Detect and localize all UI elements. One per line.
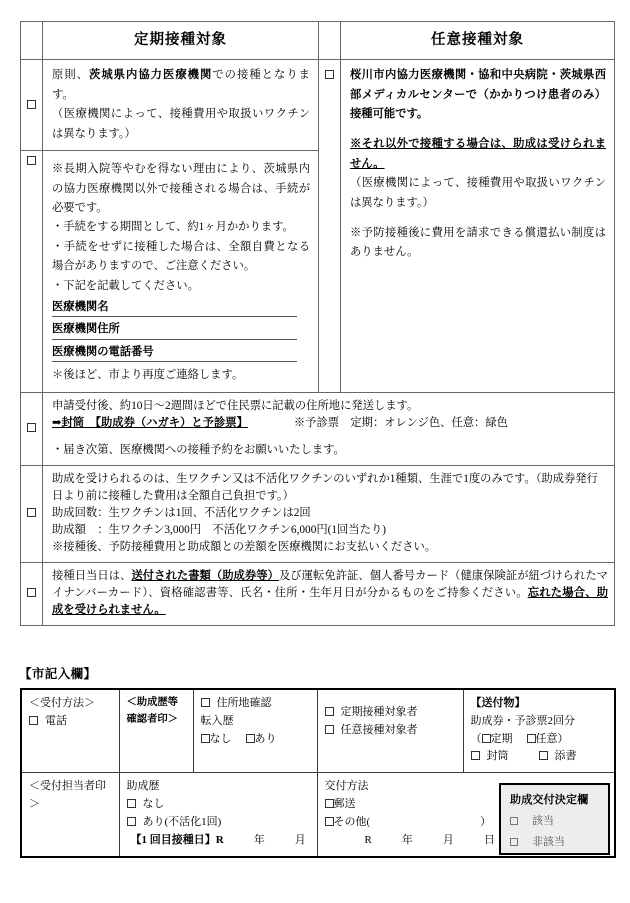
cell-documents-info [43,562,615,625]
outside-bullet-1: ・手続をする期間として、約1ヶ月かかります。 [52,221,294,234]
voluntary-spacer-2 [350,213,606,224]
reception-method-option-label: 電話 [45,714,67,727]
checkbox-history-yes[interactable] [127,817,136,826]
other-paren-close: ） [480,815,492,828]
documents-mid: 及び運転免許証、個人番号カード（健康保険証が紐づけられたマイナンバーカード）、資格確認書等、氏名・住所・生年月日が分かるものをご持参ください。 [52,569,608,599]
checkbox-attachment[interactable] [539,751,548,760]
voluntary-spacer-1 [350,125,606,136]
delivery-line-2 [52,415,608,432]
field-institution-name[interactable]: 医療機関名 [52,299,297,317]
issue-date-era: R [364,833,372,846]
target-voluntary-label: 任意接種対象者 [340,723,418,736]
delivery-line-1: 申請受付後、約10日～2週間ほどで住民票に記載の住所地に発送します。 [52,399,419,412]
cell-voluntary-institutions [341,60,615,392]
header-spacer-left [21,22,43,60]
checkbox-envelope[interactable] [471,751,480,760]
first-dose-date-line[interactable] [127,832,310,850]
history-yes-label: あり(不活化1回) [142,815,222,828]
cell-target-type [317,689,463,773]
subsidy-line-3: 助成額 ：生ワクチン3,000円 不活化ワクチン6,000円(1回当たり) [52,524,387,537]
first-dose-date-label: 【1 回目接種日】R [130,833,224,846]
target-voluntary-option[interactable] [325,722,456,740]
checkbox-left-2[interactable] [27,156,36,165]
reception-method-label: ＜受付方法＞ [29,697,95,709]
checkbox-sent-voluntary[interactable] [527,734,536,743]
checkbox-cell-left-1[interactable] [21,60,43,151]
cell-reception-method [21,689,119,773]
staff-seal-label: ＜受付担当者印＞ [29,780,106,811]
checkbox-cell-right-1[interactable] [319,60,341,392]
checkbox-other[interactable] [325,817,334,826]
first-dose-month: 月 [294,833,306,846]
transfer-yes-label: あり [254,732,277,745]
sent-paren-open: （ [470,732,482,745]
envelope-label: 封筒 [486,750,509,763]
subsidy-history-none[interactable] [127,796,310,814]
sent-items-line-2[interactable] [471,731,608,749]
subsidy-history-label: 助成歴 [126,780,160,793]
delivery-spacer [52,432,608,443]
issue-date-year: 年 [401,833,413,846]
checkbox-cell-subsidy[interactable] [21,466,43,563]
regular-line1-bold: 茨城県内協力医療機関 [89,69,213,82]
cell-history-verifier-seal [119,689,193,773]
reception-method-option[interactable] [29,713,112,731]
first-dose-year: 年 [253,833,265,846]
checkbox-transfer-none[interactable] [201,734,210,743]
cell-outside-procedure [43,151,319,393]
address-check-label: 住所地確認 [216,697,272,709]
sent-paren-close: ） [557,732,569,745]
checkbox-transfer-yes[interactable] [246,734,255,743]
sent-items-line-3[interactable] [471,748,608,766]
checkbox-mail[interactable] [325,799,334,808]
delivery-line-3: ・届き次第、医療機関への接種予約をお願いいたします。 [52,444,345,457]
regular-institution-note: （医療機関によって、接種費用や取扱いワクチンは異なります。） [52,108,310,140]
table-header-row [21,22,615,60]
city-row-1 [21,689,615,773]
header-regular-vaccination: 定期接種対象 [43,22,319,60]
issue-date-day: 日 [483,833,495,846]
applicable-label: 該当 [532,814,554,827]
transfer-history-options[interactable] [201,731,310,749]
subsidy-line-1: 助成を受けられるのは、生ワクチン又は不活化ワクチンのいずれか1種類、生涯で1度のみです。（助成券発行日より前に接種した費用は全額自己負担です。） [52,473,598,503]
mail-label: 郵送 [333,798,356,811]
cell-sent-items [463,689,615,773]
transfer-none-label: なし [209,732,232,745]
checkbox-cell-delivery[interactable] [21,392,43,466]
cell-subsidy-info [43,466,615,563]
checkbox-target-voluntary[interactable] [325,725,334,734]
cell-subsidy-history [119,773,317,857]
voluntary-institution-text: 桜川市内協力医療機関・協和中央病院・茨城県西部メディカルセンターで（かかりつけ患者のみ）接種可能です。 [350,69,606,121]
table-row-documents [21,562,615,625]
subsidy-line-4: ※接種後、予防接種費用と助成額との差額を医療機関にお支払いください。 [52,540,437,553]
table-row-delivery [21,392,615,466]
voluntary-warning: ※それ以外で接種する場合は、助成は受けられません。 [350,138,606,170]
checkbox-left-1[interactable] [27,100,36,109]
delivery-color-note: ※予診票 定期：オレンジ色、任意：緑色 [293,416,508,429]
attachment-label: 添書 [554,750,577,763]
documents-bold-underline: 送付された書類（助成券等） [131,569,279,582]
documents-warning: 忘れた場合、助成を受けられません。 [52,586,608,616]
checkbox-cell-left-2[interactable] [21,151,43,393]
delivery-envelope-label: ➡封筒 【助成券（ハガキ）と予診票】 [52,416,248,429]
decision-option-applicable[interactable] [510,811,608,832]
regular-institution-text [52,66,310,105]
outside-bullet-3: ・下記を記載してください。 [52,279,199,292]
sent-items-line-1: 助成券・予診票2回分 [470,714,575,727]
eligibility-table [20,21,615,626]
cell-address-check [193,689,317,773]
issue-date-month: 月 [442,833,454,846]
address-check-option[interactable] [201,695,310,713]
checkbox-subsidy[interactable] [27,508,36,517]
subsidy-decision-box [499,783,610,855]
cell-staff-seal [21,773,119,857]
checkbox-phone[interactable] [29,716,38,725]
checkbox-right-1[interactable] [325,70,334,79]
table-row-subsidy [21,466,615,563]
checkbox-history-none[interactable] [127,799,136,808]
sent-items-title: 【送付物】 [470,697,526,709]
city-section-title: 【市記入欄】 [19,667,97,681]
cell-regular-institutions [43,60,319,151]
outside-followup-note: ＊後ほど、市より再度ご連絡します。 [52,369,244,382]
target-regular-option[interactable] [325,704,456,722]
checkbox-documents[interactable] [27,588,36,597]
checkbox-not-applicable[interactable] [510,838,518,846]
voluntary-note: （医療機関によって、接種費用や取扱いワクチンは異なります。） [350,177,606,209]
checkbox-target-regular[interactable] [325,707,334,716]
not-applicable-label: 非該当 [532,835,565,848]
issue-method-label: 交付方法 [324,780,369,793]
decision-option-not-applicable[interactable] [510,832,608,853]
subsidy-line-2: 助成回数：生ワクチンは1回、不活化ワクチンは2回 [52,507,311,520]
history-verifier-label-2: 確認者印＞ [126,713,178,725]
voluntary-reimbursement-note: ※予防接種後に費用を請求できる償還払い制度はありません。 [350,226,606,259]
outside-bullet-2: ・手続をせずに接種した場合は、全額自費となる場合がありますので、ご注意ください。 [52,240,310,273]
documents-pre: 接種日当日は、 [52,569,132,582]
cell-delivery-info [43,392,615,466]
checkbox-delivery[interactable] [27,423,36,432]
regular-line1-pre: 原則、 [52,69,89,82]
outside-procedure-text: ※長期入院等やむを得ない理由により、茨城県内の協力医療機関以外で接種される場合は、手続が必要です。 [52,163,310,214]
decision-box-title: 助成交付決定欄 [510,794,589,806]
checkbox-address-confirm[interactable] [201,698,210,707]
checkbox-sent-regular[interactable] [482,734,491,743]
sent-voluntary-label: 任意 [535,732,558,745]
checkbox-cell-documents[interactable] [21,562,43,625]
other-label: その他( [333,815,371,828]
header-voluntary-vaccination: 任意接種対象 [341,22,615,60]
field-institution-address[interactable]: 医療機関住所 [52,321,297,339]
checkbox-applicable[interactable] [510,817,518,825]
field-institution-phone[interactable]: 医療機関の電話番号 [52,344,297,362]
history-none-label: なし [142,798,165,811]
sent-regular-label: 定期 [490,732,513,745]
target-regular-label: 定期接種対象者 [340,706,418,718]
history-verifier-label-1: ＜助成歴等 [126,697,178,708]
header-spacer-right [319,22,341,60]
documents-text [52,568,608,619]
subsidy-history-yes[interactable] [127,814,310,832]
regular-line1-post: での接種となります。 [52,69,310,101]
transfer-history-label: 転入歴 [200,714,234,727]
table-row-1 [21,60,615,151]
